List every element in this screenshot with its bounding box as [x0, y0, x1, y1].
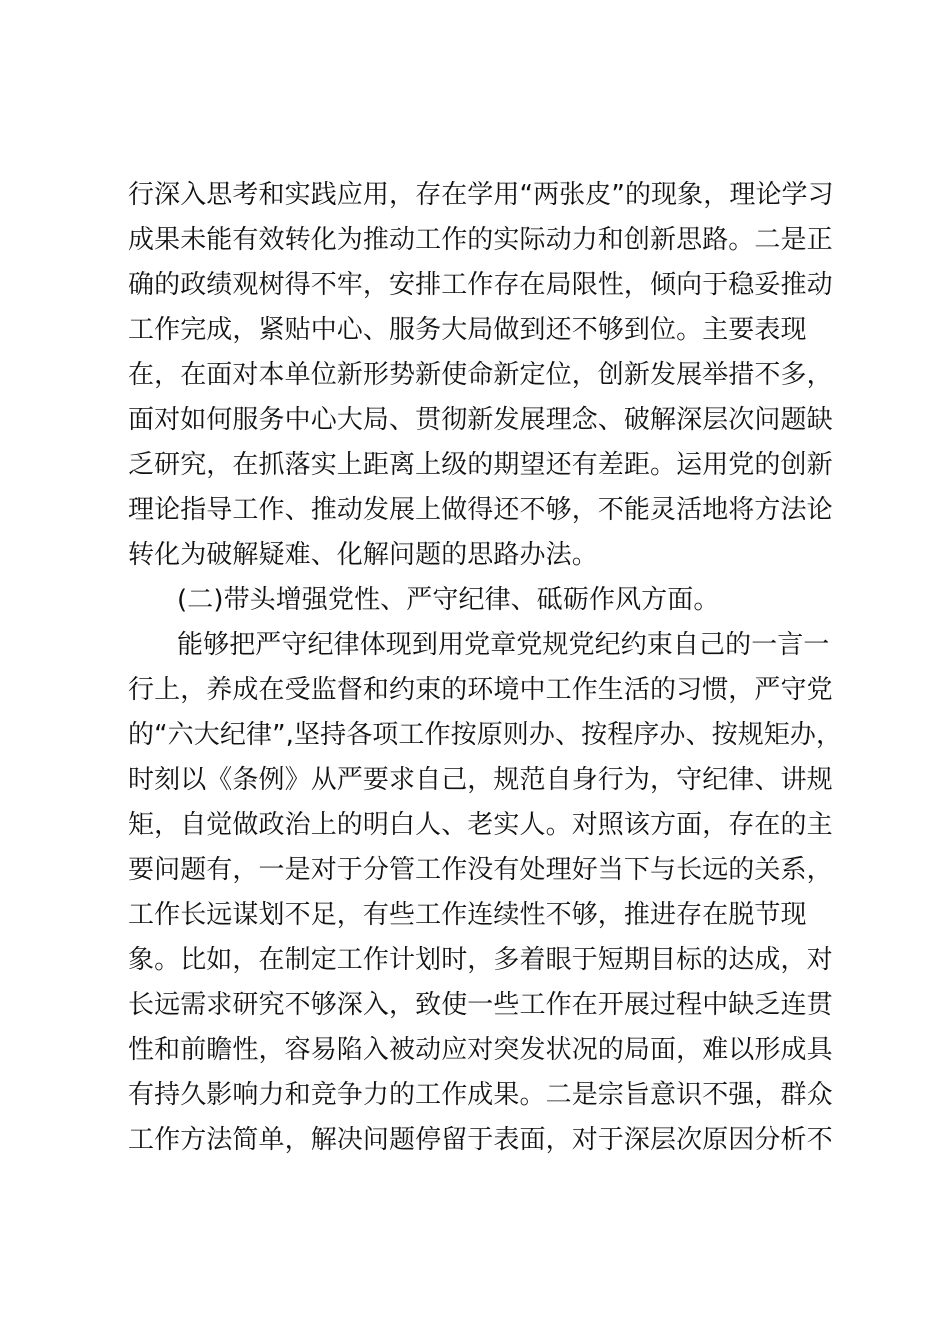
text-line: 工作完成，紧贴中心、服务大局做到还不够到位。主要表现 [128, 315, 807, 345]
text-line: 的“六大纪律”,坚持各项工作按原则办、按程序办、按规矩办， [128, 720, 843, 750]
text-line: 长远需求研究不够深入，致使一些工作在开展过程中缺乏连贯 [128, 990, 833, 1020]
text-line: 矩，自觉做政治上的明白人、老实人。对照该方面，存在的主 [128, 810, 833, 840]
text-line: 转化为破解疑难、化解问题的思路办法。 [128, 540, 598, 570]
text-line: 在，在面对本单位新形势新使命新定位，创新发展举措不多， [128, 360, 833, 390]
section-heading: (二)带头增强党性、严守纪律、砥砺作风方面。 [177, 585, 720, 615]
text-line: 确的政绩观树得不牢，安排工作存在局限性，倾向于稳妥推动 [128, 270, 833, 300]
text-line: 性和前瞻性，容易陷入被动应对突发状况的局面，难以形成具 [128, 1035, 833, 1065]
paragraph-start-line: 能够把严守纪律体现到用党章党规党纪约束自己的一言一 [177, 630, 830, 660]
text-line: 象。比如，在制定工作计划时，多着眼于短期目标的达成，对 [128, 945, 833, 975]
text-line: 理论指导工作、推动发展上做得还不够，不能灵活地将方法论 [128, 495, 833, 525]
text-line: 乏研究，在抓落实上距离上级的期望还有差距。运用党的创新 [128, 450, 833, 480]
text-line: 工作长远谋划不足，有些工作连续性不够，推进存在脱节现 [128, 900, 807, 930]
text-line: 时刻以《条例》从严要求自己，规范自身行为，守纪律、讲规 [128, 765, 833, 795]
text-line: 要问题有，一是对于分管工作没有处理好当下与长远的关系， [128, 855, 833, 885]
text-line: 行深入思考和实践应用，存在学用“两张皮”的现象，理论学习 [128, 180, 834, 210]
text-line: 有持久影响力和竞争力的工作成果。二是宗旨意识不强，群众 [128, 1080, 833, 1110]
text-line: 面对如何服务中心大局、贯彻新发展理念、破解深层次问题缺 [128, 405, 833, 435]
text-line: 工作方法简单，解决问题停留于表面，对于深层次原因分析不 [128, 1125, 833, 1155]
text-line: 行上，养成在受监督和约束的环境中工作生活的习惯，严守党 [128, 675, 833, 705]
text-line: 成果未能有效转化为推动工作的实际动力和创新思路。二是正 [128, 225, 833, 255]
document-body [128, 173, 843, 1163]
